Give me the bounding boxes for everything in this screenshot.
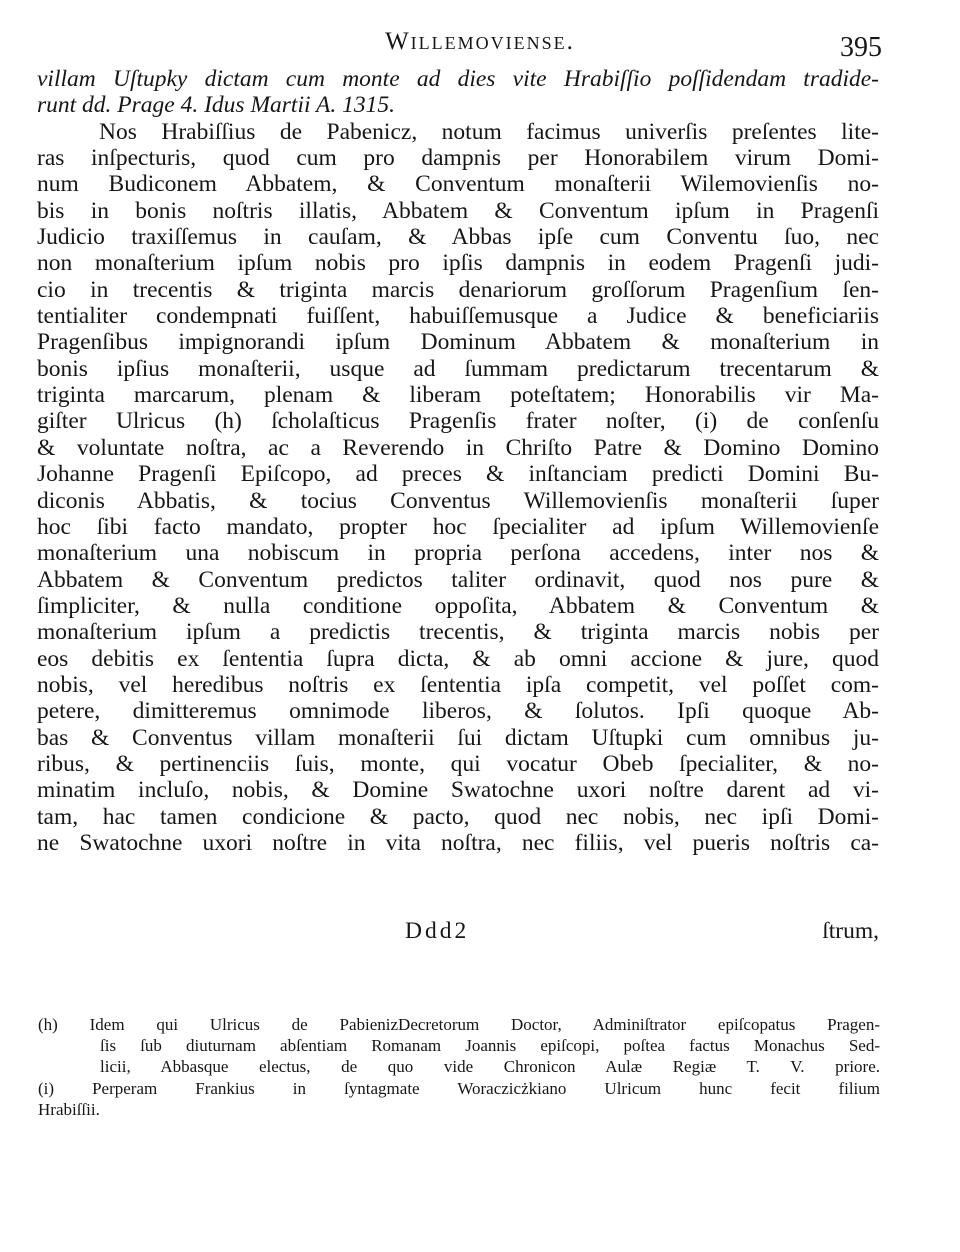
footnote-line: (i) Perperam Frankius in ſyntagmate Woraczicżkiano Ulricum hunc fecit filium (38, 1078, 880, 1098)
text-line: monaſterium una nobiscum in propria perſona accedens, inter nos & (37, 540, 879, 567)
text-line: triginta marcarum, plenam & liberam poteſtatem; Honorabilis vir Ma- (37, 382, 879, 409)
signature-mark: Ddd2 (405, 918, 470, 944)
text-line: diconis Abbatis, & tocius Conventus Willemovienſis monaſterii ſuper (37, 487, 879, 514)
text-line: tentialiter condempnati fuiſſent, habuiſſemusque a Judice & beneficiariis (37, 303, 879, 330)
text-line: tam, hac tamen condicione & pacto, quod nec nobis, nec ipſi Domi- (37, 803, 879, 830)
text-line: num Budiconem Abbatem, & Conventum monaſterii Wilemovienſis no- (37, 171, 879, 198)
text-line: Judicio traxiſſemus in cauſam, & Abbas ipſe cum Conventu ſuo, nec (37, 224, 879, 251)
running-title: Willemoviense. (385, 28, 575, 55)
text-line: nobis, vel heredibus noſtris ex ſententia ipſa competit, vel poſſet com- (37, 671, 879, 698)
text-line: runt dd. Prage 4. Idus Martii A. 1315. (37, 92, 395, 119)
running-head (0, 28, 960, 62)
footnotes (38, 1014, 880, 1120)
text-line: hoc ſibi facto mandato, propter hoc ſpecialiter ad ipſum Willemovienſe (37, 513, 879, 540)
footnote-line: (h) Idem qui Ulricus de PabienizDecretorum Doctor, Adminiſtrator epiſcopatus Pragen- (38, 1015, 880, 1034)
footnote-line: ſis ſub diuturnam abſentiam Romanam Joannis epiſcopi, poſtea factus Monachus Sed- (100, 1036, 880, 1056)
signature-row (37, 918, 879, 948)
page-number: 395 (840, 32, 882, 63)
text-line: eos debitis ex ſententia ſupra dicta, & ab omni accione & jure, quod (37, 645, 879, 672)
text-line: petere, dimitteremus omnimode liberos, & ſolutos. Ipſi quoque Ab- (37, 698, 879, 725)
text-line: non monaſterium ipſum nobis pro ipſis dampnis in eodem Pragenſi judi- (37, 250, 879, 277)
footnote-line: Hrabiſſii. (38, 1099, 100, 1119)
text-line: Pragenſibus impignorandi ipſum Dominum Abbatem & monaſterium in (37, 329, 879, 356)
text-line: Johanne Pragenſi Epiſcopo, ad preces & inſtanciam predicti Domini Bu- (37, 461, 879, 488)
text-line: monaſterium ipſum a predictis trecentis, & triginta marcis nobis per (37, 619, 879, 646)
text-line: cio in trecentis & triginta marcis denariorum groſſorum Pragenſium ſen- (37, 276, 879, 303)
text-line: minatim incluſo, nobis, & Domine Swatochne uxori noſtre darent ad vi- (37, 777, 879, 804)
text-line: Nos Hrabiſſius de Pabenicz, notum facimus univerſis preſentes lite- (99, 118, 879, 145)
footnote-line: licii, Abbasque electus, de quo vide Chronicon Aulæ Regiæ T. V. priore. (100, 1057, 880, 1077)
text-line: ras inſpecturis, quod cum pro dampnis per Honorabilem virum Domi- (37, 145, 879, 172)
text-line: ribus, & pertinenciis ſuis, monte, qui vocatur Obeb ſpecialiter, & no- (37, 750, 879, 777)
catchword: ſtrum, (822, 918, 879, 944)
text-line: Abbatem & Conventum predictos taliter ordinavit, quod nos pure & (37, 566, 879, 593)
text-line: villam Uſtupky dictam cum monte ad dies vite Hrabiſſio poſſidendam tradide- (37, 66, 879, 92)
text-line: bas & Conventus villam monaſterii ſui dictam Uſtupki cum omnibus ju- (37, 724, 879, 751)
text-line: giſter Ulricus (h) ſcholaſticus Pragenſis frater noſter, (i) de conſenſu (37, 408, 879, 435)
text-line: bonis ipſius monaſterii, usque ad ſummam predictarum trecentarum & (37, 355, 879, 382)
text-line: ne Swatochne uxori noſtre in vita noſtra, nec filiis, vel pueris noſtris ca- (37, 829, 879, 856)
text-line: ſimpliciter, & nulla conditione oppoſita, Abbatem & Conventum & (37, 592, 879, 619)
text-line: bis in bonis noſtris illatis, Abbatem & Conventum ipſum in Pragenſi (37, 197, 879, 224)
text-line: & voluntate noſtra, ac a Reverendo in Chriſto Patre & Domino Domino (37, 434, 879, 461)
main-text (37, 66, 879, 856)
